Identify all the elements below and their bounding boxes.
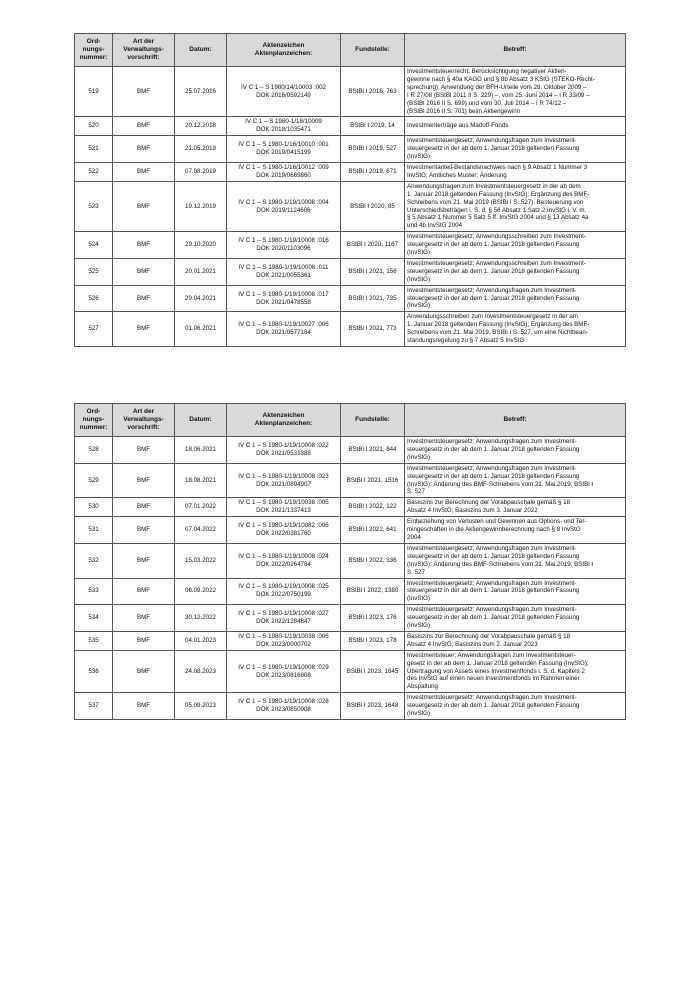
cell-datum: 19.12.2019 <box>175 181 227 231</box>
cell-art: BMF <box>113 693 175 720</box>
cell-fundstelle: BStBl I 2021, 1516 <box>341 463 405 498</box>
cell-aktenzeichen: IV C 1 – S 1980-1/16/10012 :009 DOK 2019/0669860 <box>227 162 341 181</box>
cell-art: BMF <box>113 162 175 181</box>
cell-betreff: Investmentanteil-Bestandsnachweis nach § 9 Absatz 1 Nummer 3 InvStG; Amtliches Muster; Änderung <box>405 162 626 181</box>
cell-fundstelle: BStBl I 2021, 844 <box>341 437 405 464</box>
header-aktenzeichen: Aktenzeichen Aktenplanzeichen: <box>227 404 341 437</box>
cell-ordnungsnummer: 519 <box>75 67 113 117</box>
header-ordnungsnummer: Ord- nungs- nummer: <box>75 34 113 67</box>
table-row <box>75 605 626 632</box>
cell-art: BMF <box>113 463 175 498</box>
header-fundstelle: Fundstelle: <box>341 34 405 67</box>
cell-datum: 05.09.2023 <box>175 693 227 720</box>
cell-aktenzeichen: IV C 1 – S 1980-1/19/10008 :024 DOK 2022/0264784 <box>227 543 341 578</box>
cell-betreff: Anwendungsschreiben zum Investmentsteuergesetz in der am 1. Januar 2018 geltenden Fassung (InvStG); Ergänzung des BMF- Schreibens vom 21. Mai 2019, BStBl I S. 527, um eine Nichtbean- standungsregelung zu § 7 Absatz 5 InvStG <box>405 312 626 347</box>
cell-datum: 24.08.2023 <box>175 650 227 693</box>
cell-datum: 15.03.2022 <box>175 543 227 578</box>
cell-datum: 21.05.2019 <box>175 136 227 163</box>
cell-datum: 30.12.2022 <box>175 605 227 632</box>
cell-fundstelle: BStBl I 2019, 871 <box>341 162 405 181</box>
cell-betreff: Investmentsteuergesetz; Anwendungsfragen zum Investment- steuergesetz in der ab dem 1. Januar 2018 geltenden Fassung (InvStG) <box>405 578 626 605</box>
cell-aktenzeichen: IV C 1 – S 1980-1/16/10010 :001 DOK 2019/0415199 <box>227 136 341 163</box>
cell-fundstelle: BStBl I 2022, 641 <box>341 517 405 544</box>
header-art: Art der Verwaltungs- vorschrift: <box>113 34 175 67</box>
cell-art: BMF <box>113 605 175 632</box>
cell-fundstelle: BStBl I 2022, 1380 <box>341 578 405 605</box>
cell-betreff: Investmentsteuergesetz; Anwendungsschreiben zum Investment- steuergesetz in der ab dem 1. Januar 2018 geltenden Fassung (InvStG) <box>405 232 626 259</box>
table-row <box>75 578 626 605</box>
cell-datum: 04.01.2023 <box>175 631 227 650</box>
table-row <box>75 67 626 117</box>
cell-betreff: Einbeziehung von Verlusten und Gewinnen aus Options- und Ter- mingeschäften in die Aktiengewinnberechnung nach § 8 InvStG 2004 <box>405 517 626 544</box>
cell-ordnungsnummer: 532 <box>75 543 113 578</box>
header-art: Art der Verwaltungs- vorschrift: <box>113 404 175 437</box>
cell-art: BMF <box>113 117 175 136</box>
cell-ordnungsnummer: 524 <box>75 232 113 259</box>
table-row <box>75 285 626 312</box>
regulation-table-1 <box>74 33 626 347</box>
cell-aktenzeichen: IV C 1 – S 1980-1/19/10008 :017 DOK 2021/0478558 <box>227 285 341 312</box>
cell-aktenzeichen: IV C 1 – S 1980-1/19/10008 :023 DOK 2021/0894907 <box>227 463 341 498</box>
header-ordnungsnummer: Ord- nungs- nummer: <box>75 404 113 437</box>
table-row <box>75 650 626 693</box>
cell-aktenzeichen: IV C 1 – S 1980-1/19/10008 :029 DOK 2023/0816808 <box>227 650 341 693</box>
cell-fundstelle: BStBl I 2023, 178 <box>341 631 405 650</box>
cell-aktenzeichen: IV C 1 – S 1980-1/19/10008 :027 DOK 2022/1284847 <box>227 605 341 632</box>
cell-ordnungsnummer: 528 <box>75 437 113 464</box>
cell-art: BMF <box>113 67 175 117</box>
table-row <box>75 517 626 544</box>
cell-ordnungsnummer: 530 <box>75 498 113 517</box>
table-row <box>75 543 626 578</box>
table-body-1 <box>75 67 626 347</box>
cell-betreff: Investmenterträge aus Madoff-Fonds <box>405 117 626 136</box>
table-row <box>75 136 626 163</box>
cell-fundstelle: BStBl I 2023, 1645 <box>341 650 405 693</box>
cell-datum: 18.06.2021 <box>175 437 227 464</box>
cell-betreff: Investmentsteuergesetz; Anwendungsfragen zum Investment- steuergesetz in der ab dem 1. Januar 2018 geltenden Fassung (InvStG) <box>405 437 626 464</box>
cell-ordnungsnummer: 522 <box>75 162 113 181</box>
cell-aktenzeichen: IV C 1 – S 1980-1/19/10027 :006 DOK 2021/0577184 <box>227 312 341 347</box>
cell-ordnungsnummer: 533 <box>75 578 113 605</box>
table-row <box>75 498 626 517</box>
cell-fundstelle: BStBl I 2021, 156 <box>341 258 405 285</box>
cell-art: BMF <box>113 258 175 285</box>
cell-ordnungsnummer: 525 <box>75 258 113 285</box>
cell-betreff: Anwendungsfragen zum Investmentsteuergesetz in der ab dem 1. Januar 2018 geltenden Fassung (InvStG); Ergänzung des BMF- Schreibens vom 21. Mai 2019 (BStBl I S. 527), Besteuerung von Unterschiedsbeträgen i. S. d. § 56 Absatz 1 Satz 2 InvStG i. V. m. § 5 Absatz 1 Nummer 5 Satz 5 ff. InvStG 2004 und § 13 Absatz 4a und 4b InvStG 2004 <box>405 181 626 231</box>
cell-datum: 29.10.2020 <box>175 232 227 259</box>
cell-aktenzeichen: IV C 1 – S 1980/14/10003 :002 DOK 2016/0592149 <box>227 67 341 117</box>
header-datum: Datum: <box>175 34 227 67</box>
table-row <box>75 437 626 464</box>
cell-ordnungsnummer: 536 <box>75 650 113 693</box>
cell-datum: 20.12.2018 <box>175 117 227 136</box>
cell-ordnungsnummer: 523 <box>75 181 113 231</box>
cell-aktenzeichen: IV C 1 – S 1980-1/18/10009 DOK 2018/1035471 <box>227 117 341 136</box>
cell-aktenzeichen: IV C 1 – S 1980-1/19/10008 :025 DOK 2022/0750199 <box>227 578 341 605</box>
table-row <box>75 693 626 720</box>
cell-fundstelle: BStBl I 2023, 1648 <box>341 693 405 720</box>
cell-fundstelle: BStBl I 2020, 1167 <box>341 232 405 259</box>
cell-aktenzeichen: IV C 1 – S 1980-1/19/10008 :016 DOK 2020/1103096 <box>227 232 341 259</box>
header-row <box>75 404 626 437</box>
table-row <box>75 258 626 285</box>
table-row <box>75 181 626 231</box>
cell-betreff: Investmentsteuer; Anwendungsfragen zum Investmentsteuer- gesetz in der ab dem 1. Januar 2018 geltenden Fassung (InvStG); Übertragung von Assets eines Investmentfonds i. S. d. Kapitels 2 des InvStG auf einen neuen Investmentfonds im Rahmen einer Abspaltung <box>405 650 626 693</box>
cell-fundstelle: BStBl I 2021, 735 <box>341 285 405 312</box>
cell-ordnungsnummer: 521 <box>75 136 113 163</box>
cell-art: BMF <box>113 631 175 650</box>
cell-aktenzeichen: IV C 1 – S 1980-1/19/10008 :004 DOK 2019/1124606 <box>227 181 341 231</box>
cell-aktenzeichen: IV C 1 – S 1980-1/19/10008 :028 DOK 2023/0850908 <box>227 693 341 720</box>
cell-art: BMF <box>113 543 175 578</box>
cell-betreff: Basiszins zur Berechnung der Vorabpauschale gemäß § 18 Absatz 4 InvStG; Basiszins zum 2. Januar 2023 <box>405 631 626 650</box>
cell-datum: 07.08.2019 <box>175 162 227 181</box>
cell-ordnungsnummer: 527 <box>75 312 113 347</box>
header-fundstelle: Fundstelle: <box>341 404 405 437</box>
cell-datum: 20.01.2021 <box>175 258 227 285</box>
cell-betreff: Investmentsteuergesetz; Anwendungsschreiben zum Investment- steuergesetz in der ab dem 1. Januar 2018 geltenden Fassung (InvStG) <box>405 258 626 285</box>
table-row <box>75 162 626 181</box>
table-row <box>75 117 626 136</box>
cell-ordnungsnummer: 526 <box>75 285 113 312</box>
cell-datum: 25.07.2016 <box>175 67 227 117</box>
cell-fundstelle: BStBl I 2021, 773 <box>341 312 405 347</box>
cell-art: BMF <box>113 578 175 605</box>
header-aktenzeichen: Aktenzeichen Aktenplanzeichen: <box>227 34 341 67</box>
cell-ordnungsnummer: 531 <box>75 517 113 544</box>
cell-aktenzeichen: IV C 1 – S 1980-1/19/10008 :011 DOK 2021/0055361 <box>227 258 341 285</box>
cell-aktenzeichen: IV C 1 – S 1980-1/19/10082 :006 DOK 2022/0381760 <box>227 517 341 544</box>
cell-datum: 06.09.2022 <box>175 578 227 605</box>
cell-aktenzeichen: IV C 1 – S 1980-1/19/10038 :005 DOK 2021/1337413 <box>227 498 341 517</box>
cell-art: BMF <box>113 136 175 163</box>
cell-ordnungsnummer: 529 <box>75 463 113 498</box>
cell-ordnungsnummer: 534 <box>75 605 113 632</box>
cell-fundstelle: BStBl I 2022, 122 <box>341 498 405 517</box>
table-row <box>75 463 626 498</box>
cell-betreff: Investmentsteuergesetz; Anwendungsfragen zum Investment- steuergesetz in der ab dem 1. Januar 2018 geltenden Fassung (InvStG); Änderung des BMF-Schreibens vom 21. Mai 2019, BStBl I S. 527 <box>405 463 626 498</box>
cell-betreff: Basiszins zur Berechnung der Vorabpauschale gemäß § 18 Absatz 4 InvStG; Basiszins zum 3. Januar 2022 <box>405 498 626 517</box>
cell-art: BMF <box>113 498 175 517</box>
cell-art: BMF <box>113 312 175 347</box>
cell-art: BMF <box>113 232 175 259</box>
cell-fundstelle: BStBl I 2019, 527 <box>341 136 405 163</box>
cell-art: BMF <box>113 285 175 312</box>
table-row <box>75 312 626 347</box>
cell-fundstelle: BStBl I 2016, 763 <box>341 67 405 117</box>
cell-betreff: Investmentsteuergesetz; Anwendungsfragen zum Investment- steuergesetz in der ab dem 1. Januar 2018 geltenden Fassung (InvStG) <box>405 136 626 163</box>
cell-datum: 18.08.2021 <box>175 463 227 498</box>
cell-fundstelle: BStBl I 2020, 85 <box>341 181 405 231</box>
cell-datum: 29.04.2021 <box>175 285 227 312</box>
cell-ordnungsnummer: 535 <box>75 631 113 650</box>
cell-betreff: Investmentsteuergesetz; Anwendungsfragen zum Investment- steuergesetz in der ab dem 1. Januar 2018 geltenden Fassung (InvStG) <box>405 693 626 720</box>
table-body-2 <box>75 437 626 720</box>
cell-betreff: Investmentsteuergesetz; Anwendungsfragen zum Investment- steuergesetz in der ab dem 1. Januar 2018 geltenden Fassung (InvStG) <box>405 285 626 312</box>
cell-aktenzeichen: IV C 1 – S 1980-1/19/10038 :006 DOK 2023/0000702 <box>227 631 341 650</box>
cell-datum: 07.01.2022 <box>175 498 227 517</box>
header-datum: Datum: <box>175 404 227 437</box>
cell-art: BMF <box>113 181 175 231</box>
cell-ordnungsnummer: 520 <box>75 117 113 136</box>
header-row <box>75 34 626 67</box>
table-row <box>75 631 626 650</box>
cell-aktenzeichen: IV C 1 – S 1980-1/19/10008 :022 DOK 2021/0531388 <box>227 437 341 464</box>
cell-fundstelle: BStBl I 2022, 336 <box>341 543 405 578</box>
regulation-table-2 <box>74 403 626 720</box>
cell-art: BMF <box>113 517 175 544</box>
cell-datum: 01.06.2021 <box>175 312 227 347</box>
table-row <box>75 232 626 259</box>
cell-betreff: Investmentsteuergesetz; Anwendungsfragen zum Investment- steuergesetz in der ab dem 1. Januar 2018 geltenden Fassung (InvStG) <box>405 605 626 632</box>
cell-fundstelle: BStBl I 2019, 14 <box>341 117 405 136</box>
header-betreff: Betreff: <box>405 404 626 437</box>
header-betreff: Betreff: <box>405 34 626 67</box>
cell-betreff: Investmentsteuerrecht; Berücksichtigung negativer Aktien- gewinne nach § 40a KAGG und § 8b Absatz 3 KStG (STEKO-Recht- sprechung); Anwendung der BFH-Urteile vom 28. Oktober 2009 – I R 27/08 (BStBl 2011 II S. 229) –, vom 25. Juni 2014 – I R 33/09 – (BStBl 2016 II S. 699) und vom 30. Juli 2014 – I R 74/12 – (BStBl 2016 II S. 701) beim Aktiengewinn <box>405 67 626 117</box>
cell-art: BMF <box>113 437 175 464</box>
cell-datum: 07.04.2022 <box>175 517 227 544</box>
cell-fundstelle: BStBl I 2023, 176 <box>341 605 405 632</box>
cell-ordnungsnummer: 537 <box>75 693 113 720</box>
cell-betreff: Investmentsteuergesetz; Anwendungsfragen zum Investment- steuergesetz in der ab dem 1. Januar 2018 geltenden Fassung (InvStG); Änderung des BMF-Schreibens vom 21. Mai 2019, BStBl I S. 527 <box>405 543 626 578</box>
cell-art: BMF <box>113 650 175 693</box>
